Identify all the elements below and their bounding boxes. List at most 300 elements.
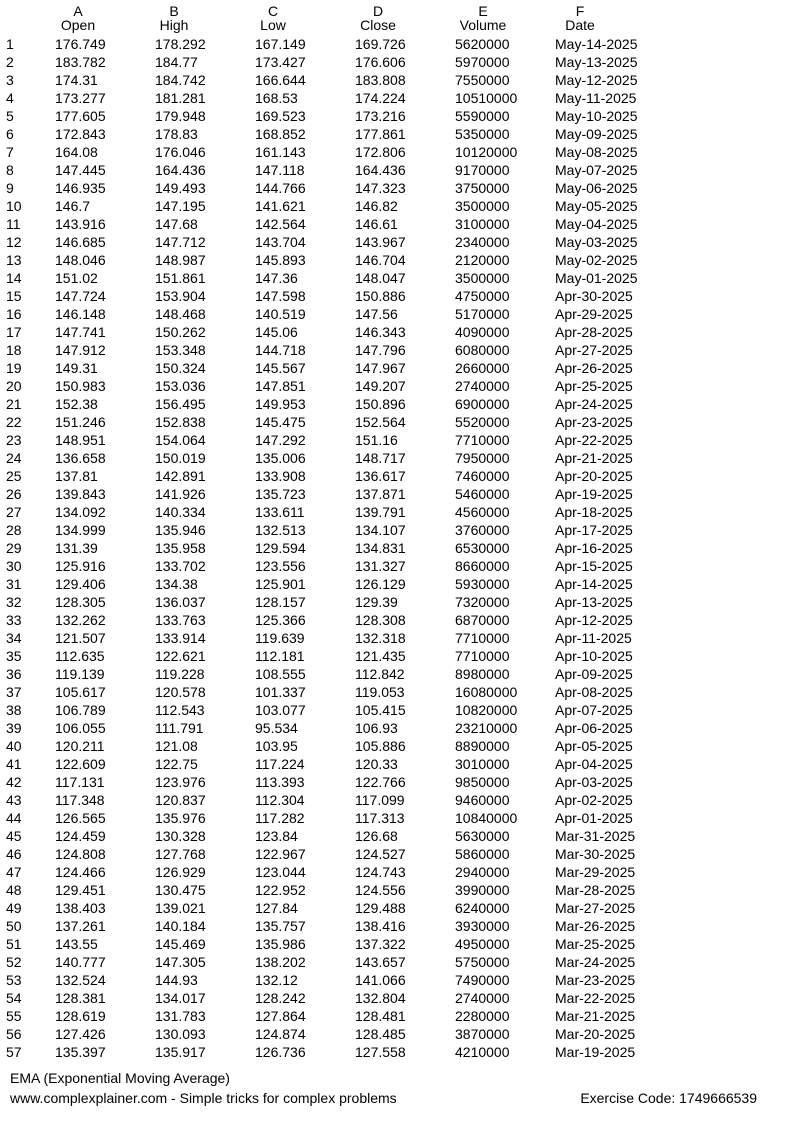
close-cell: 132.318 <box>355 630 406 646</box>
close-cell: 105.886 <box>355 738 406 754</box>
close-cell: 147.967 <box>355 360 406 376</box>
volume-cell: 5590000 <box>455 108 510 124</box>
volume-cell: 7460000 <box>455 468 510 484</box>
open-cell: 117.348 <box>55 792 105 808</box>
table-row <box>0 755 794 773</box>
site-tagline: www.complexplainer.com - Simple tricks for complex problems <box>10 1090 397 1106</box>
open-cell: 127.426 <box>55 1026 106 1042</box>
table-row <box>0 899 794 917</box>
high-cell: 130.475 <box>155 882 206 898</box>
volume-cell: 10820000 <box>455 702 518 718</box>
close-cell: 148.047 <box>355 270 406 286</box>
row-number: 3 <box>6 72 14 88</box>
close-cell: 146.82 <box>355 198 398 214</box>
row-number: 56 <box>6 1026 22 1042</box>
close-cell: 132.804 <box>355 990 406 1006</box>
date-cell: Mar-28-2025 <box>555 882 636 898</box>
row-number: 51 <box>6 936 22 952</box>
table-row <box>0 215 794 233</box>
close-cell: 112.842 <box>355 666 405 682</box>
close-cell: 146.61 <box>355 216 398 232</box>
row-number: 27 <box>6 504 22 520</box>
open-cell: 138.403 <box>55 900 106 916</box>
close-cell: 126.68 <box>355 828 398 844</box>
high-cell: 184.742 <box>155 72 206 88</box>
date-cell: May-14-2025 <box>555 36 638 52</box>
date-cell: Apr-18-2025 <box>555 504 633 520</box>
high-cell: 147.305 <box>155 954 206 970</box>
date-cell: May-10-2025 <box>555 108 638 124</box>
date-cell: Mar-31-2025 <box>555 828 636 844</box>
close-cell: 150.896 <box>355 396 406 412</box>
low-cell: 132.513 <box>255 522 306 538</box>
volume-cell: 7950000 <box>455 450 510 466</box>
volume-cell: 5970000 <box>455 54 510 70</box>
low-cell: 108.555 <box>255 666 306 682</box>
row-number: 22 <box>6 414 22 430</box>
row-number: 10 <box>6 198 22 214</box>
volume-cell: 4950000 <box>455 936 510 952</box>
column-letter-a: A <box>73 3 83 19</box>
close-cell: 174.224 <box>355 90 406 106</box>
open-cell: 147.741 <box>55 324 106 340</box>
low-cell: 145.06 <box>255 324 298 340</box>
table-row <box>0 827 794 845</box>
low-cell: 140.519 <box>255 306 306 322</box>
row-number: 38 <box>6 702 22 718</box>
column-names-row <box>0 16 794 34</box>
low-cell: 112.304 <box>255 792 305 808</box>
volume-cell: 4750000 <box>455 288 510 304</box>
open-cell: 150.983 <box>55 378 106 394</box>
date-cell: May-06-2025 <box>555 180 638 196</box>
close-cell: 169.726 <box>355 36 406 52</box>
volume-cell: 7710000 <box>455 648 510 664</box>
volume-cell: 5350000 <box>455 126 510 142</box>
low-cell: 125.366 <box>255 612 306 628</box>
volume-cell: 2740000 <box>455 990 510 1006</box>
column-name-open: Open <box>60 17 96 33</box>
low-cell: 145.475 <box>255 414 306 430</box>
close-cell: 106.93 <box>355 720 398 736</box>
close-cell: 147.796 <box>355 342 406 358</box>
column-name-close: Close <box>360 17 396 33</box>
high-cell: 127.768 <box>155 846 206 862</box>
open-cell: 120.211 <box>55 738 105 754</box>
volume-cell: 3500000 <box>455 198 510 214</box>
open-cell: 134.092 <box>55 504 106 520</box>
low-cell: 168.852 <box>255 126 306 142</box>
volume-cell: 5620000 <box>455 36 510 52</box>
low-cell: 103.95 <box>255 738 298 754</box>
open-cell: 105.617 <box>55 684 106 700</box>
close-cell: 128.485 <box>355 1026 406 1042</box>
date-cell: May-03-2025 <box>555 234 638 250</box>
low-cell: 122.952 <box>255 882 306 898</box>
table-row <box>0 503 794 521</box>
column-letter-d: D <box>372 3 384 19</box>
table-row <box>0 143 794 161</box>
date-cell: Mar-27-2025 <box>555 900 636 916</box>
table-row <box>0 953 794 971</box>
table-row <box>0 53 794 71</box>
close-cell: 147.323 <box>355 180 406 196</box>
row-number: 1 <box>6 36 14 52</box>
column-letter-f: F <box>575 3 585 19</box>
row-number: 17 <box>6 324 22 340</box>
volume-cell: 10840000 <box>455 810 518 826</box>
open-cell: 146.935 <box>55 180 106 196</box>
low-cell: 143.704 <box>255 234 306 250</box>
low-cell: 173.427 <box>255 54 306 70</box>
close-cell: 117.313 <box>355 810 405 826</box>
open-cell: 173.277 <box>55 90 106 106</box>
volume-cell: 3750000 <box>455 180 510 196</box>
close-cell: 136.617 <box>355 468 406 484</box>
open-cell: 149.31 <box>55 360 98 376</box>
open-cell: 177.605 <box>55 108 106 124</box>
date-cell: Apr-03-2025 <box>555 774 633 790</box>
low-cell: 138.202 <box>255 954 306 970</box>
high-cell: 140.184 <box>155 918 206 934</box>
volume-cell: 3010000 <box>455 756 510 772</box>
open-cell: 146.7 <box>55 198 91 214</box>
close-cell: 117.099 <box>355 792 405 808</box>
exercise-code: Exercise Code: 1749666539 <box>580 1090 757 1106</box>
high-cell: 122.621 <box>155 648 206 664</box>
date-cell: Apr-16-2025 <box>555 540 633 556</box>
date-cell: Apr-11-2025 <box>555 630 632 646</box>
open-cell: 147.912 <box>55 342 106 358</box>
date-cell: Apr-26-2025 <box>555 360 633 376</box>
table-row <box>0 377 794 395</box>
open-cell: 122.609 <box>55 756 106 772</box>
volume-cell: 3100000 <box>455 216 510 232</box>
date-cell: Apr-08-2025 <box>555 684 633 700</box>
row-number: 55 <box>6 1008 22 1024</box>
high-cell: 147.195 <box>155 198 206 214</box>
volume-cell: 16080000 <box>455 684 518 700</box>
row-number: 41 <box>6 756 22 772</box>
row-number: 30 <box>6 558 22 574</box>
open-cell: 172.843 <box>55 126 106 142</box>
table-row <box>0 413 794 431</box>
close-cell: 146.704 <box>355 252 406 268</box>
high-cell: 152.838 <box>155 414 206 430</box>
volume-cell: 7710000 <box>455 630 510 646</box>
row-number: 14 <box>6 270 22 286</box>
table-row <box>0 881 794 899</box>
volume-cell: 4090000 <box>455 324 510 340</box>
close-cell: 137.322 <box>355 936 406 952</box>
volume-cell: 3870000 <box>455 1026 510 1042</box>
date-cell: Apr-14-2025 <box>555 576 633 592</box>
row-number: 43 <box>6 792 22 808</box>
close-cell: 138.416 <box>355 918 406 934</box>
open-cell: 132.524 <box>55 972 106 988</box>
table-row <box>0 917 794 935</box>
table-row <box>0 233 794 251</box>
low-cell: 135.723 <box>255 486 306 502</box>
table-row <box>0 1007 794 1025</box>
volume-cell: 7710000 <box>455 432 510 448</box>
high-cell: 153.036 <box>155 378 206 394</box>
volume-cell: 8660000 <box>455 558 510 574</box>
volume-cell: 2660000 <box>455 360 510 376</box>
date-cell: May-01-2025 <box>555 270 638 286</box>
row-number: 26 <box>6 486 22 502</box>
high-cell: 135.976 <box>155 810 206 826</box>
table-row <box>0 1043 794 1061</box>
close-cell: 124.527 <box>355 846 406 862</box>
row-number: 6 <box>6 126 14 142</box>
volume-cell: 2340000 <box>455 234 510 250</box>
high-cell: 135.958 <box>155 540 206 556</box>
open-cell: 136.658 <box>55 450 106 466</box>
high-cell: 153.348 <box>155 342 206 358</box>
high-cell: 130.093 <box>155 1026 206 1042</box>
row-number: 39 <box>6 720 22 736</box>
open-cell: 148.951 <box>55 432 106 448</box>
column-name-date: Date <box>565 17 595 33</box>
low-cell: 103.077 <box>255 702 306 718</box>
close-cell: 143.657 <box>355 954 406 970</box>
close-cell: 139.791 <box>355 504 406 520</box>
high-cell: 144.93 <box>155 972 198 988</box>
table-row <box>0 611 794 629</box>
volume-cell: 3500000 <box>455 270 510 286</box>
open-cell: 147.724 <box>55 288 106 304</box>
open-cell: 132.262 <box>55 612 106 628</box>
low-cell: 142.564 <box>255 216 306 232</box>
date-cell: Apr-01-2025 <box>555 810 633 826</box>
close-cell: 131.327 <box>355 558 406 574</box>
open-cell: 140.777 <box>55 954 106 970</box>
close-cell: 127.558 <box>355 1044 406 1060</box>
table-row <box>0 359 794 377</box>
table-row <box>0 251 794 269</box>
date-cell: Apr-24-2025 <box>555 396 633 412</box>
column-letter-c: C <box>267 3 279 19</box>
low-cell: 135.986 <box>255 936 306 952</box>
date-cell: Apr-07-2025 <box>555 702 633 718</box>
close-cell: 119.053 <box>355 684 405 700</box>
open-cell: 124.459 <box>55 828 106 844</box>
open-cell: 117.131 <box>55 774 105 790</box>
table-row <box>0 161 794 179</box>
open-cell: 129.451 <box>55 882 106 898</box>
high-cell: 130.328 <box>155 828 206 844</box>
row-number: 54 <box>6 990 22 1006</box>
date-cell: Apr-10-2025 <box>555 648 633 664</box>
open-cell: 151.246 <box>55 414 106 430</box>
open-cell: 146.148 <box>55 306 106 322</box>
date-cell: May-09-2025 <box>555 126 638 142</box>
high-cell: 119.228 <box>155 666 205 682</box>
low-cell: 135.757 <box>255 918 306 934</box>
date-cell: Apr-12-2025 <box>555 612 633 628</box>
low-cell: 144.718 <box>255 342 306 358</box>
date-cell: Apr-06-2025 <box>555 720 633 736</box>
table-row <box>0 521 794 539</box>
low-cell: 101.337 <box>255 684 306 700</box>
volume-cell: 3990000 <box>455 882 510 898</box>
volume-cell: 7490000 <box>455 972 510 988</box>
low-cell: 123.044 <box>255 864 306 880</box>
high-cell: 181.281 <box>155 90 206 106</box>
table-row <box>0 737 794 755</box>
high-cell: 131.783 <box>155 1008 206 1024</box>
volume-cell: 5170000 <box>455 306 510 322</box>
date-cell: Mar-26-2025 <box>555 918 636 934</box>
low-cell: 147.851 <box>255 378 306 394</box>
high-cell: 156.495 <box>155 396 206 412</box>
open-cell: 134.999 <box>55 522 106 538</box>
close-cell: 164.436 <box>355 162 406 178</box>
row-number: 11 <box>6 216 21 232</box>
table-row <box>0 665 794 683</box>
volume-cell: 6080000 <box>455 342 510 358</box>
volume-cell: 23210000 <box>455 720 518 736</box>
low-cell: 147.36 <box>255 270 298 286</box>
date-cell: Apr-21-2025 <box>555 450 633 466</box>
table-row <box>0 449 794 467</box>
close-cell: 149.207 <box>355 378 406 394</box>
open-cell: 143.55 <box>55 936 98 952</box>
low-cell: 133.908 <box>255 468 306 484</box>
row-number: 25 <box>6 468 22 484</box>
row-number: 36 <box>6 666 22 682</box>
low-cell: 117.224 <box>255 756 305 772</box>
close-cell: 126.129 <box>355 576 406 592</box>
low-cell: 132.12 <box>255 972 298 988</box>
low-cell: 119.639 <box>255 630 305 646</box>
close-cell: 137.871 <box>355 486 406 502</box>
high-cell: 122.75 <box>155 756 198 772</box>
row-number: 46 <box>6 846 22 862</box>
table-row <box>0 35 794 53</box>
table-row <box>0 809 794 827</box>
high-cell: 148.987 <box>155 252 206 268</box>
row-number: 2 <box>6 54 14 70</box>
row-number: 37 <box>6 684 22 700</box>
open-cell: 135.397 <box>55 1044 106 1060</box>
low-cell: 128.242 <box>255 990 306 1006</box>
open-cell: 131.39 <box>55 540 98 556</box>
row-number: 4 <box>6 90 14 106</box>
high-cell: 139.021 <box>155 900 206 916</box>
column-name-high: High <box>159 17 189 33</box>
close-cell: 183.808 <box>355 72 406 88</box>
volume-cell: 7550000 <box>455 72 510 88</box>
high-cell: 147.712 <box>155 234 206 250</box>
date-cell: Apr-15-2025 <box>555 558 633 574</box>
low-cell: 135.006 <box>255 450 306 466</box>
low-cell: 117.282 <box>255 810 305 826</box>
row-number: 18 <box>6 342 22 358</box>
row-number: 49 <box>6 900 22 916</box>
close-cell: 128.308 <box>355 612 406 628</box>
date-cell: Apr-04-2025 <box>555 756 633 772</box>
close-cell: 172.806 <box>355 144 406 160</box>
date-cell: Apr-23-2025 <box>555 414 633 430</box>
low-cell: 127.84 <box>255 900 298 916</box>
table-row <box>0 863 794 881</box>
low-cell: 125.901 <box>255 576 306 592</box>
date-cell: Mar-23-2025 <box>555 972 636 988</box>
date-cell: May-07-2025 <box>555 162 638 178</box>
open-cell: 106.055 <box>55 720 106 736</box>
close-cell: 120.33 <box>355 756 398 772</box>
high-cell: 184.77 <box>155 54 198 70</box>
high-cell: 179.948 <box>155 108 206 124</box>
open-cell: 164.08 <box>55 144 98 160</box>
open-cell: 128.619 <box>55 1008 106 1024</box>
high-cell: 121.08 <box>155 738 198 754</box>
high-cell: 120.837 <box>155 792 206 808</box>
date-cell: Mar-29-2025 <box>555 864 636 880</box>
row-number: 19 <box>6 360 22 376</box>
date-cell: Apr-17-2025 <box>555 522 633 538</box>
row-number: 57 <box>6 1044 22 1060</box>
row-number: 53 <box>6 972 22 988</box>
date-cell: Apr-20-2025 <box>555 468 633 484</box>
open-cell: 119.139 <box>55 666 105 682</box>
table-row <box>0 125 794 143</box>
open-cell: 148.046 <box>55 252 106 268</box>
high-cell: 135.917 <box>155 1044 206 1060</box>
table-row <box>0 701 794 719</box>
volume-cell: 5630000 <box>455 828 510 844</box>
open-cell: 137.81 <box>55 468 98 484</box>
table-row <box>0 845 794 863</box>
volume-cell: 3760000 <box>455 522 510 538</box>
volume-cell: 9850000 <box>455 774 510 790</box>
low-cell: 126.736 <box>255 1044 306 1060</box>
table-row <box>0 791 794 809</box>
low-cell: 169.523 <box>255 108 306 124</box>
low-cell: 113.393 <box>255 774 305 790</box>
row-number: 24 <box>6 450 22 466</box>
close-cell: 129.39 <box>355 594 398 610</box>
high-cell: 133.914 <box>155 630 206 646</box>
date-cell: May-12-2025 <box>555 72 638 88</box>
close-cell: 151.16 <box>355 432 398 448</box>
row-number: 28 <box>6 522 22 538</box>
row-number: 34 <box>6 630 22 646</box>
row-number: 40 <box>6 738 22 754</box>
table-row <box>0 629 794 647</box>
close-cell: 150.886 <box>355 288 406 304</box>
row-number: 48 <box>6 882 22 898</box>
low-cell: 161.143 <box>255 144 306 160</box>
table-row <box>0 593 794 611</box>
open-cell: 146.685 <box>55 234 106 250</box>
row-number: 44 <box>6 810 22 826</box>
row-number: 9 <box>6 180 14 196</box>
table-row <box>0 557 794 575</box>
date-cell: Mar-19-2025 <box>555 1044 636 1060</box>
open-cell: 137.261 <box>55 918 106 934</box>
high-cell: 134.38 <box>155 576 198 592</box>
open-cell: 125.916 <box>55 558 106 574</box>
row-number: 31 <box>6 576 22 592</box>
close-cell: 141.066 <box>355 972 406 988</box>
open-cell: 128.305 <box>55 594 106 610</box>
volume-cell: 2280000 <box>455 1008 510 1024</box>
close-cell: 147.56 <box>355 306 398 322</box>
high-cell: 126.929 <box>155 864 206 880</box>
